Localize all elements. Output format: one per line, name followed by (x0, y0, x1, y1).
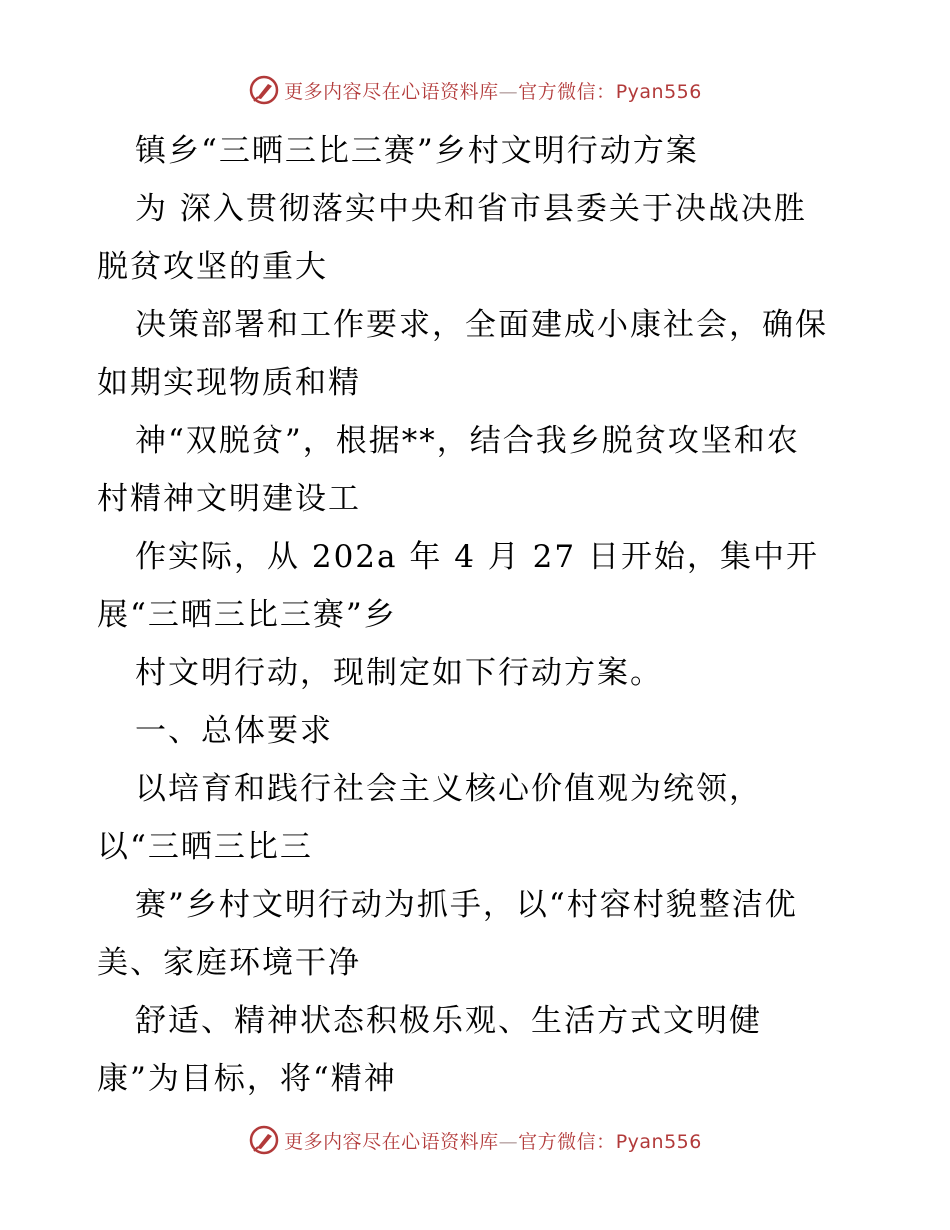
paragraph-line: 展“三晒三比三赛”乡 (97, 597, 397, 633)
watermark-separator: — (498, 80, 519, 103)
watermark-contact-label: 官方微信： (518, 80, 616, 103)
watermark-contact-id: Pyan556 (615, 1130, 702, 1153)
section-heading: 一、总体要求 (135, 713, 333, 749)
paragraph-line: 如期实现物质和精 (97, 365, 361, 401)
watermark-contact-label: 官方微信： (518, 1130, 616, 1153)
watermark-contact-id: Pyan556 (615, 80, 702, 103)
paragraph-line: 脱贫攻坚的重大 (97, 249, 328, 285)
paragraph-line: 作实际，从 202a 年 4 月 27 日开始，集中开 (135, 539, 819, 575)
pen-feather-circle-icon (248, 1124, 280, 1156)
document-title: 镇乡“三晒三比三赛”乡村文明行动方案 (135, 133, 699, 169)
paragraph-line: 村精神文明建设工 (97, 481, 361, 517)
paragraph-line: 决策部署和工作要求，全面建成小康社会，确保 (135, 307, 828, 343)
paragraph-line: 赛”乡村文明行动为抓手，以“村容村貌整洁优 (135, 887, 798, 923)
footer-watermark-banner (0, 1120, 950, 1160)
watermark-text (284, 1127, 702, 1154)
paragraph-line: 舒适、精神状态积极乐观、生活方式文明健 (135, 1003, 762, 1039)
watermark-text (284, 77, 702, 104)
watermark-main-text: 更多内容尽在心语资料库 (284, 1130, 499, 1153)
watermark-main-text: 更多内容尽在心语资料库 (284, 80, 499, 103)
paragraph-line: 为 深入贯彻落实中央和省市县委关于决战决胜 (135, 191, 807, 227)
paragraph-line: 以“三晒三比三 (97, 829, 313, 865)
pen-feather-circle-icon (248, 74, 280, 106)
document-body (97, 122, 857, 1108)
paragraph-line: 康”为目标，将“精神 (97, 1061, 397, 1097)
paragraph-line: 以培育和践行社会主义核心价值观为统领， (135, 771, 762, 807)
watermark-separator: — (498, 1130, 519, 1153)
paragraph-line: 美、家庭环境干净 (97, 945, 361, 981)
paragraph-line: 神“双脱贫”，根据**，结合我乡脱贫攻坚和农 (135, 423, 800, 459)
paragraph-line: 村文明行动，现制定如下行动方案。 (135, 655, 663, 691)
header-watermark-banner (0, 70, 950, 110)
